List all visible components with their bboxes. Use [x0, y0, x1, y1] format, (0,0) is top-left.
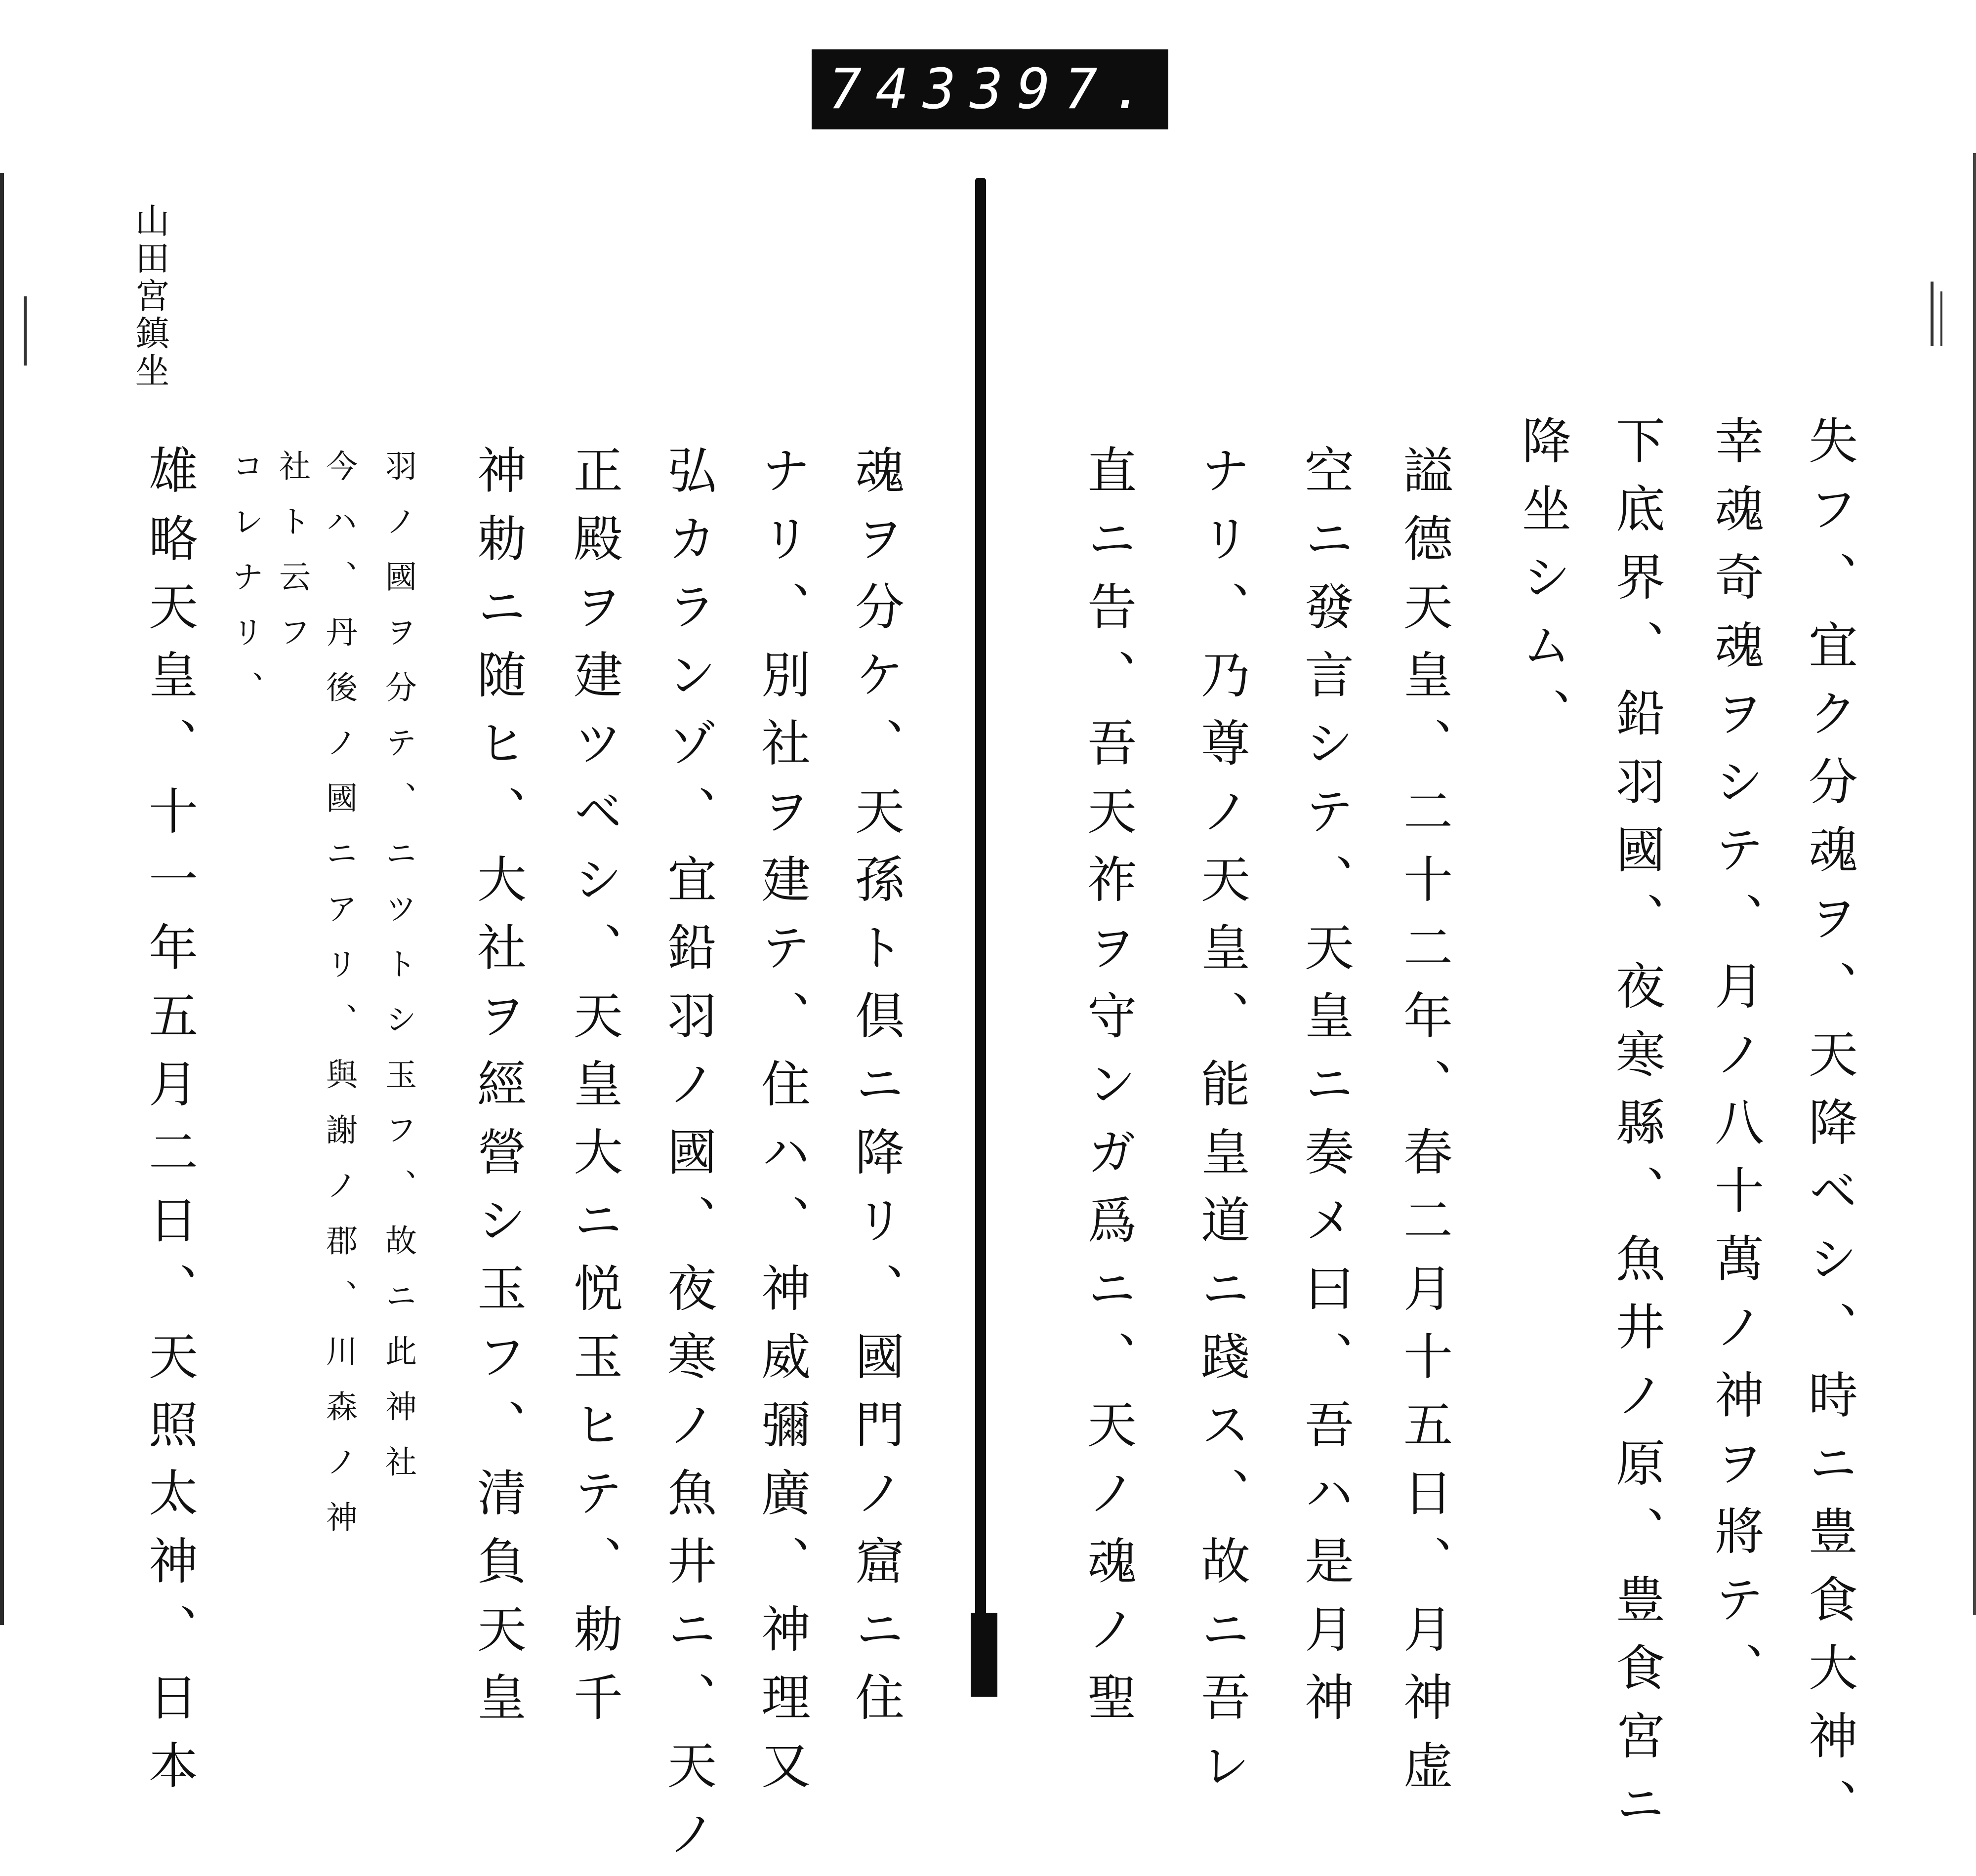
right-page-edge [1968, 153, 1976, 1615]
left-page-column-1: 魂ヲ分ケ、天孫ト倶ニ降リ、國門ノ窟ニ住 [847, 445, 905, 1740]
left-page-column-6: 羽ノ國ヲ分テ、ニツトシ玉フ、故ニ此神社 [380, 449, 416, 1501]
right-page-column-2: 幸魂奇魂ヲシテ、月ノ八十萬ノ神ヲ將テ、 [1706, 415, 1764, 1710]
edge-mark [1940, 291, 1942, 346]
edge-mark [24, 296, 27, 366]
left-page-column-8: 社ト云フ [274, 449, 310, 671]
right-page-column-6: 空ニ發言シテ、天皇ニ奏メ曰、吾ハ是月神 [1296, 445, 1354, 1740]
left-page-column-7: 今ハ、丹後ノ國ニアリ、與謝ノ郡、川森ノ神 [321, 449, 357, 1556]
right-page-column-7: ナリ、乃尊ノ天皇、能皇道ニ踐ス、故ニ吾レ [1193, 445, 1250, 1808]
left-page-edge [0, 173, 11, 1625]
left-page-column-2: ナリ、別社ヲ建テ、住ハ、神威彌廣、神理又 [753, 445, 811, 1808]
frame-number-left: 743 [828, 57, 970, 122]
left-page-column-9: コレナリ、 [227, 449, 263, 726]
right-page-column-1: 失フ、宜ク分魂ヲ、天降ベシ、時ニ豊食大神、 [1800, 415, 1858, 1846]
frame-number-right: 397. [970, 57, 1159, 122]
left-page-column-10: 雄略天皇、十一年五月二日、天照太神、日本 [140, 445, 198, 1808]
left-page-column-4: 正殿ヲ建ツベシ、天皇大ニ悦玉ヒテ、勅千 [565, 445, 623, 1740]
left-page-column-3: 弘カランゾ、宜鉛羽ノ國、夜寒ノ魚井ニ、天ノ [659, 445, 717, 1876]
right-page-column-5: 謚德天皇、二十二年、春二月十五日、月神虚 [1395, 445, 1453, 1808]
right-page-column-8: 直ニ告、吾天祚ヲ守ンガ爲ニ、天ノ魂ノ聖 [1079, 445, 1137, 1740]
left-page-header-title: 山田宮鎮坐 [129, 203, 170, 390]
right-page-column-3: 下底界、鉛羽國、夜寒縣、魚井ノ原、豊食宮ニ [1607, 415, 1665, 1846]
book-gutter-foot [971, 1613, 997, 1697]
left-page-column-5: 神勅ニ随ヒ、大社ヲ經營シ玉フ、清負天皇 [469, 445, 527, 1740]
frame-counter [812, 49, 1168, 129]
edge-mark [1931, 282, 1934, 346]
right-page-column-4: 降坐シム、 [1514, 415, 1571, 756]
book-gutter-line [975, 178, 986, 1625]
